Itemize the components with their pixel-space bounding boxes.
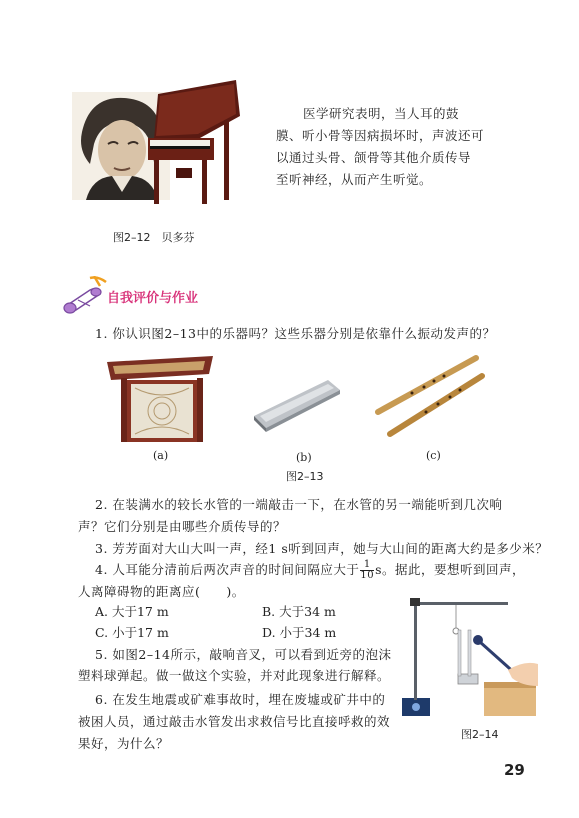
question-6-line-3: 果好，为什么？: [78, 736, 170, 751]
intro-line-4: 至听神经，从而产生听觉。: [276, 172, 433, 187]
question-6-line-1: 6. 在发生地震或矿难事故时，埋在废墟或矿井中的: [95, 692, 386, 707]
yangqin-image: [105, 352, 215, 444]
question-3: 3. 芳芳面对大山大叫一声，经1 s听到回声，她与大山间的距离大约是多少米？: [95, 541, 549, 556]
flute-image: [372, 352, 487, 440]
harmonica-image: [248, 376, 344, 434]
intro-line-2: 膜、听小骨等因病损坏时，声波还可: [276, 128, 485, 143]
option-b: B. 大于34 m: [262, 604, 336, 619]
intro-line-3: 以通过头骨、颌骨等其他介质传导: [276, 150, 472, 165]
page-number: 29: [504, 761, 525, 779]
label-b: (b): [296, 451, 312, 464]
question-1: 1. 你认识图2–13中的乐器吗？这些乐器分别是依靠什么振动发声的？: [95, 326, 496, 341]
question-4-line-1: 4. 人耳能分清前后两次声音的时间间隔应大于 $\frac{1}{10}$ s。据此，要想听到回声，: [95, 559, 526, 581]
label-a: (a): [153, 449, 169, 462]
option-d: D. 小于34 m: [262, 625, 337, 640]
tuning-fork-experiment-image: [388, 590, 538, 720]
question-6-line-2: 被困人员，通过敲击水管发出求救信号比直接呼救的效: [78, 714, 391, 729]
option-c: C. 小于17 m: [95, 625, 169, 640]
section-title: 自我评价与作业: [107, 291, 199, 306]
question-4-line-2: 人离障碍物的距离应( )。: [78, 584, 245, 599]
question-5-line-2: 塑料球弹起。做一做这个实验，并对此现象进行解释。: [78, 668, 391, 683]
label-c: (c): [426, 449, 441, 462]
fig2-13-caption: 图2–13: [286, 470, 324, 483]
fraction: $\frac{1}{10}$: [360, 559, 375, 581]
fig2-14-caption: 图2–14: [461, 728, 499, 741]
piano-image: [140, 76, 245, 208]
question-2-line-2: 声？它们分别是由哪些介质传导的？: [78, 519, 287, 534]
option-a: A. 大于17 m: [95, 604, 169, 619]
question-5-line-1: 5. 如图2–14所示，敲响音叉，可以看到近旁的泡沫: [95, 647, 392, 662]
scroll-icon: [60, 276, 112, 316]
fig2-12-caption: 图2–12 贝多芬: [113, 231, 195, 244]
intro-line-1: 医学研究表明，当人耳的鼓: [303, 106, 460, 121]
question-2-line-1: 2. 在装满水的较长水管的一端敲击一下，在水管的另一端能听到几次响: [95, 497, 503, 512]
